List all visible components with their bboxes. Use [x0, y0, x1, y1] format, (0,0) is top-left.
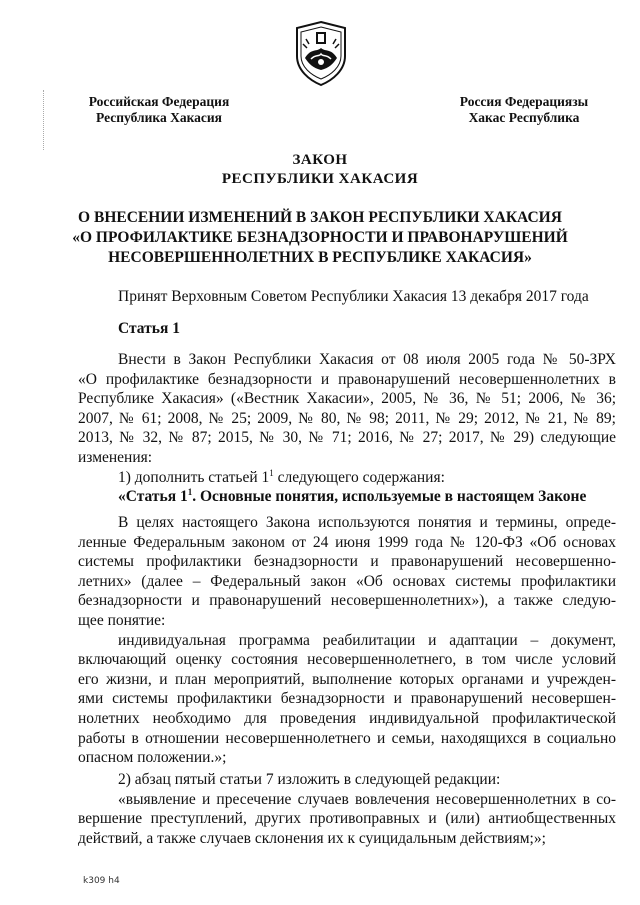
footer-code: k309 h4	[83, 876, 120, 886]
text-line: системы профилактики безнадзорности и правонарушений несовершенно-	[78, 553, 616, 571]
article-text-block	[78, 513, 616, 768]
article-text-block	[78, 770, 616, 848]
header-left	[70, 94, 248, 126]
text-line: «выявление и пресечение случаев вовлечения несовершеннолетних в со-	[118, 790, 616, 808]
law-title-line: «О ПРОФИЛАКТИКЕ БЕЗНАДЗОРНОСТИ И ПРАВОНАРУШЕНИЙ	[72, 229, 568, 246]
article-heading: Статья 1	[118, 320, 180, 337]
header-right	[446, 94, 602, 126]
list-item: 1) дополнить статьей $1^1$ следующего содержания:	[118, 467, 445, 486]
adoption-line: Принят Верховным Советом Республики Хакасия 13 декабря 2017 года	[118, 288, 589, 305]
text-line: нолетних необходимо для проведения индивидуальной профилактической	[78, 709, 616, 727]
text-line: щее понятие:	[78, 611, 166, 629]
text-line: «О профилактике безнадзорности и правонарушений несовершеннолетних в	[78, 370, 616, 388]
text-line: Внести в Закон Республики Хакасия от 08 июля 2005 года № 50-ЗРХ	[118, 351, 616, 368]
law-issuer: РЕСПУБЛИКИ ХАКАСИЯ	[221, 171, 419, 187]
text-line: работы в отношении несовершеннолетнего и семьи, находящихся в социально	[78, 729, 616, 747]
law-title-line: О ВНЕСЕНИИ ИЗМЕНЕНИЙ В ЗАКОН РЕСПУБЛИКИ ХАКАСИЯ	[78, 209, 562, 226]
text-line: вершение преступлений, других противоправных и (или) антиобщественных	[78, 810, 616, 828]
text-line: В целях настоящего Закона используются понятия и термины, опреде-	[118, 514, 616, 531]
inserted-article-heading: «Статья $1^1$. Основные понятия, используемые в настоящем Законе	[118, 487, 587, 506]
text-line: 2007, № 61; 2008, № 25; 2009, № 80, № 98; 2011, № 29; 2012, № 21, № 89;	[78, 409, 616, 427]
header-right-line: Россия Федерациязы	[459, 94, 589, 109]
article-text-block	[78, 350, 616, 507]
header-left-line: Республика Хакасия	[96, 110, 222, 125]
text-line: действий, а также случаев склонения их к суицидальным действиям;»;	[78, 829, 546, 847]
scan-margin-mark	[43, 90, 45, 150]
coat-of-arms-emblem	[291, 18, 351, 88]
text-line: ленные Федеральным законом от 24 июня 1999 года № 120-ФЗ «Об основах	[78, 533, 616, 551]
header-right-line: Хакас Республика	[468, 110, 580, 125]
text-line: безнадзорности и правонарушений несовершеннолетних»), а также следую-	[78, 592, 616, 610]
header-left-line: Российская Федерация	[88, 94, 230, 109]
list-item: 2) абзац пятый статьи 7 изложить в следующей редакции:	[118, 771, 501, 788]
text-line: индивидуальная программа реабилитации и адаптации – документ,	[118, 631, 616, 649]
text-line: 2013, № 32, № 87; 2015, № 30, № 71; 2016, № 27; 2017, № 29) следующие	[78, 429, 616, 447]
text-line: его жизни, и план мероприятий, выполнение которых органами и учрежден-	[78, 670, 616, 688]
law-type: ЗАКОН	[292, 152, 348, 168]
text-line: опасном положении.»;	[78, 749, 227, 767]
text-line: ями системы профилактики безнадзорности и правонарушений несовершен-	[78, 690, 616, 708]
text-line: Республике Хакасия» («Вестник Хакасии», 2005, № 36, № 51; 2006, № 36;	[78, 390, 616, 408]
text-line: включающий оценку состояния несовершеннолетнего, в том числе условий	[78, 651, 616, 669]
text-line: летних» (далее – Федеральный закон «Об основах системы профилактики	[78, 572, 616, 590]
law-title-line: НЕСОВЕРШЕННОЛЕТНИХ В РЕСПУБЛИКЕ ХАКАСИЯ»	[108, 249, 532, 266]
text-line: изменения:	[78, 448, 153, 466]
